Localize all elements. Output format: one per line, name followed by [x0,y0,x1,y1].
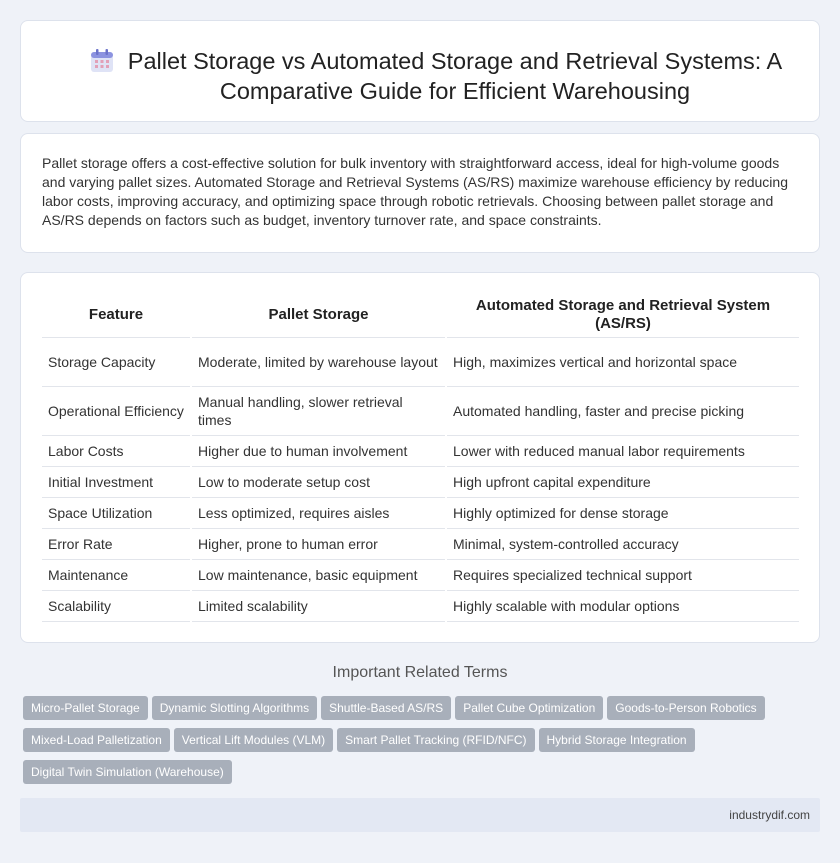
comparison-table [42,293,799,622]
comparison-table-card [20,272,820,643]
term-tag[interactable]: Digital Twin Simulation (Warehouse) [23,760,232,784]
pallet-cell: Low maintenance, basic equipment [191,560,446,591]
table-row [42,338,799,387]
term-tag[interactable]: Pallet Cube Optimization [455,696,603,720]
term-tag[interactable]: Micro-Pallet Storage [23,696,148,720]
table-row [42,467,799,498]
term-tag[interactable]: Vertical Lift Modules (VLM) [174,728,333,752]
asrs-cell: Highly optimized for dense storage [446,498,799,529]
asrs-cell: Minimal, system-controlled accuracy [446,529,799,560]
term-tag[interactable]: Goods-to-Person Robotics [607,696,764,720]
pallet-cell: Higher due to human involvement [191,436,446,467]
table-row [42,529,799,560]
asrs-cell: High upfront capital expenditure [446,467,799,498]
header-pallet-storage: Pallet Storage [191,293,446,338]
term-tag[interactable]: Dynamic Slotting Algorithms [152,696,317,720]
feature-cell: Error Rate [42,529,191,560]
asrs-cell: Automated handling, faster and precise picking [446,387,799,436]
table-header-row [42,293,799,338]
table-row [42,387,799,436]
feature-cell: Maintenance [42,560,191,591]
pallet-cell: Limited scalability [191,591,446,622]
footer [20,798,820,832]
pallet-cell: Less optimized, requires aisles [191,498,446,529]
page-title: Pallet Storage vs Automated Storage and Retrieval Systems: A Comparative Guide for Efficient Warehousing [127,48,783,104]
feature-cell: Scalability [42,591,191,622]
feature-cell: Labor Costs [42,436,191,467]
related-terms-title: Important Related Terms [332,664,508,681]
feature-cell: Operational Efficiency [42,387,191,436]
title-card [20,20,820,122]
pallet-cell: Manual handling, slower retrieval times [191,387,446,436]
term-tag[interactable]: Smart Pallet Tracking (RFID/NFC) [337,728,534,752]
asrs-cell: High, maximizes vertical and horizontal space [446,338,799,387]
term-tag[interactable]: Hybrid Storage Integration [539,728,695,752]
table-row [42,498,799,529]
feature-cell: Initial Investment [42,467,191,498]
header-asrs: Automated Storage and Retrieval System (AS/RS) [446,293,799,338]
feature-cell: Space Utilization [42,498,191,529]
term-tag[interactable]: Shuttle-Based AS/RS [321,696,451,720]
intro-text: Pallet storage offers a cost-effective solution for bulk inventory with straightforward access, ideal for high-volume goods and varying pallet sizes. Automated Storage and Retrieval Systems (AS/RS) maximize warehouse efficiency by reducing labor costs, improving accuracy, and optimizing space through robotic retrievals. Choosing between pallet storage and AS/RS depends on factors such as budget, inventory turnover rate, and space constraints. [42,155,788,228]
table-row [42,591,799,622]
table-row [42,436,799,467]
feature-cell: Storage Capacity [42,338,191,387]
header-feature: Feature [42,293,191,338]
asrs-cell: Highly scalable with modular options [446,591,799,622]
pallet-cell: Moderate, limited by warehouse layout [191,338,446,387]
footer-site[interactable]: industrydif.com [729,808,810,822]
table-row [42,560,799,591]
intro-card [20,133,820,253]
pallet-cell: Low to moderate setup cost [191,467,446,498]
pallet-cell: Higher, prone to human error [191,529,446,560]
asrs-cell: Requires specialized technical support [446,560,799,591]
related-terms-tags [23,696,803,792]
term-tag[interactable]: Mixed-Load Palletization [23,728,170,752]
asrs-cell: Lower with reduced manual labor requirements [446,436,799,467]
